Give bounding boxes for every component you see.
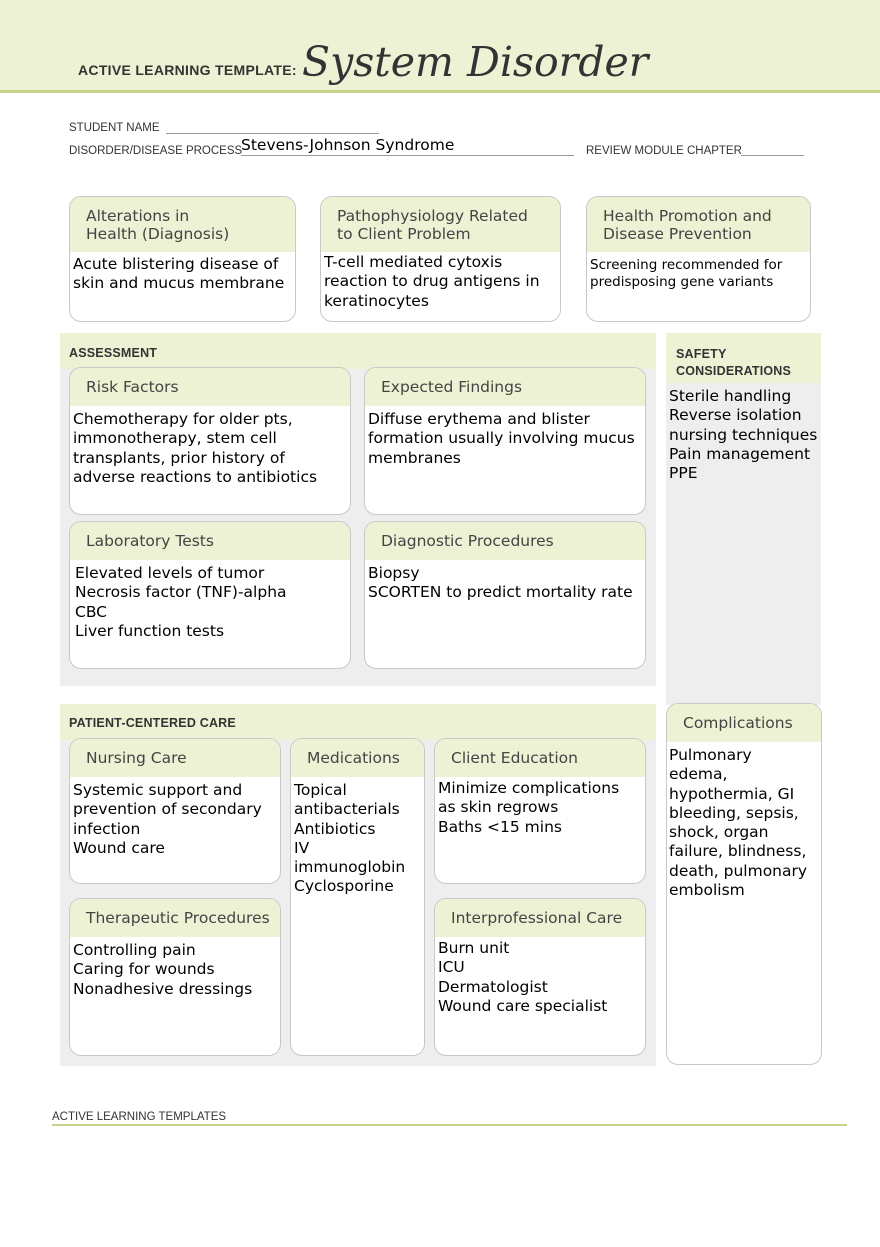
alterations-text[interactable]: Acute blistering disease of skin and mucus membrane xyxy=(73,255,285,293)
expected-findings-text[interactable]: Diffuse erythema and blister formation usually involving mucus membranes xyxy=(368,410,635,467)
pathophysiology-text[interactable]: T-cell mediated cytoxis reaction to drug antigens in keratinocytes xyxy=(324,253,540,310)
therapeutic-procedures-title: Therapeutic Procedures xyxy=(70,899,280,937)
alterations-card xyxy=(69,196,296,322)
footer-divider xyxy=(52,1124,847,1126)
header-divider xyxy=(0,90,880,93)
template-label: ACTIVE LEARNING TEMPLATE: xyxy=(78,62,297,78)
review-chapter-field[interactable] xyxy=(741,140,804,156)
interprofessional-care-title: Interprofessional Care xyxy=(435,899,645,937)
client-education-card xyxy=(434,738,646,884)
medications-title: Medications xyxy=(291,739,424,777)
risk-factors-text[interactable]: Chemotherapy for older pts, immonotherapy, stem cell transplants, prior history of adverse reactions to antibiotics xyxy=(73,410,318,486)
patient-care-title: PATIENT-CENTERED CARE xyxy=(69,716,236,730)
complications-text[interactable]: Pulmonary edema, hypothermia, GI bleeding, sepsis, shock, organ failure, blindness, death, pulmonary embolism xyxy=(669,746,808,900)
assessment-title: ASSESSMENT xyxy=(69,346,158,360)
pathophysiology-card xyxy=(320,196,561,322)
student-name-field[interactable] xyxy=(166,118,379,134)
template-title: System Disorder xyxy=(302,38,649,86)
pathophysiology-title: Pathophysiology Related to Client Problem xyxy=(321,197,560,252)
health-promotion-card xyxy=(586,196,811,322)
diagnostic-procedures-card xyxy=(364,521,646,669)
interprofessional-care-text[interactable]: Burn unit ICU Dermatologist Wound care specialist xyxy=(438,939,608,1015)
nursing-care-card xyxy=(69,738,281,884)
lab-tests-title: Laboratory Tests xyxy=(70,522,350,560)
alterations-title: Alterations in Health (Diagnosis) xyxy=(70,197,295,252)
therapeutic-procedures-card xyxy=(69,898,281,1056)
therapeutic-procedures-text[interactable]: Controlling pain Caring for wounds Nonadhesive dressings xyxy=(73,941,253,998)
expected-findings-card xyxy=(364,367,646,515)
health-promotion-text[interactable]: Screening recommended for predisposing gene variants xyxy=(590,257,783,290)
nursing-care-title: Nursing Care xyxy=(70,739,280,777)
disorder-field[interactable]: Stevens-Johnson Syndrome xyxy=(241,136,574,156)
medications-text[interactable]: Topical antibacterials Antibiotics IV immunoglobin Cyclosporine xyxy=(294,781,406,896)
interprofessional-care-card xyxy=(434,898,646,1056)
safety-text[interactable]: Sterile handling Reverse isolation nursing techniques Pain management PPE xyxy=(669,387,818,483)
disorder-label: DISORDER/DISEASE PROCESS xyxy=(69,145,243,157)
risk-factors-card xyxy=(69,367,351,515)
diagnostic-procedures-title: Diagnostic Procedures xyxy=(365,522,645,560)
complications-title: Complications xyxy=(667,704,821,742)
expected-findings-title: Expected Findings xyxy=(365,368,645,406)
health-promotion-title: Health Promotion and Disease Prevention xyxy=(587,197,810,252)
student-name-label: STUDENT NAME xyxy=(69,122,160,134)
lab-tests-text[interactable]: Elevated levels of tumor Necrosis factor (TNF)-alpha CBC Liver function tests xyxy=(75,564,287,640)
risk-factors-title: Risk Factors xyxy=(70,368,350,406)
safety-title: SAFETY CONSIDERATIONS xyxy=(676,347,792,378)
complications-card xyxy=(666,703,822,1065)
diagnostic-procedures-text[interactable]: Biopsy SCORTEN to predict mortality rate xyxy=(368,564,633,602)
client-education-text[interactable]: Minimize complications as skin regrows Baths <15 mins xyxy=(438,779,620,836)
lab-tests-card xyxy=(69,521,351,669)
review-chapter-label: REVIEW MODULE CHAPTER xyxy=(586,145,742,157)
client-education-title: Client Education xyxy=(435,739,645,777)
footer-label: ACTIVE LEARNING TEMPLATES xyxy=(52,1111,227,1123)
medications-card xyxy=(290,738,425,1056)
nursing-care-text[interactable]: Systemic support and prevention of secondary infection Wound care xyxy=(73,781,262,857)
